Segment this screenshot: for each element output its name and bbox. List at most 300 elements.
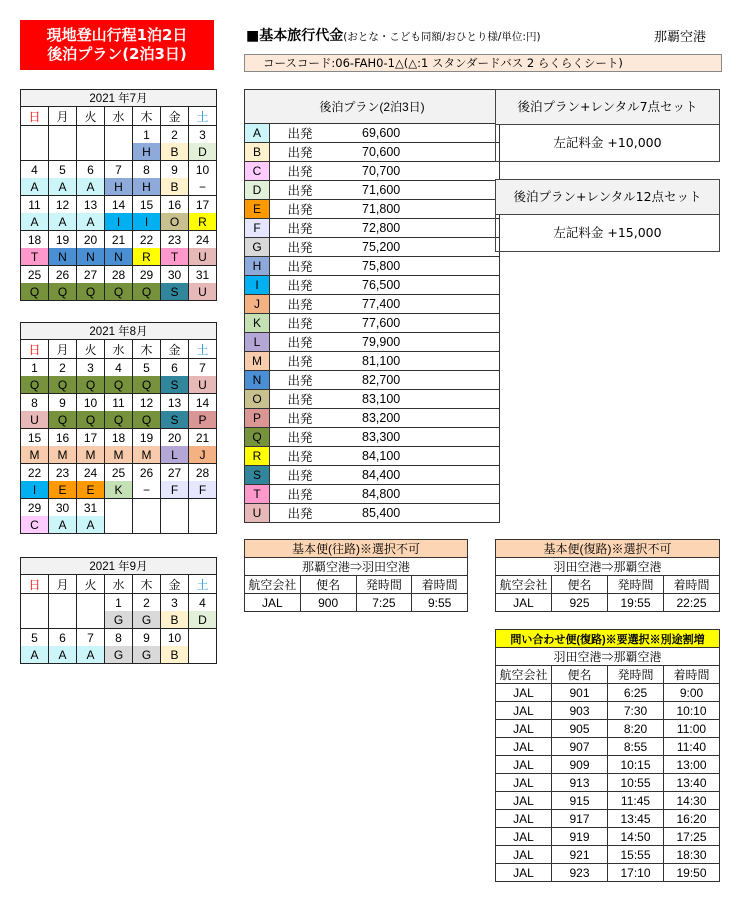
calendar-price-code: K bbox=[105, 481, 133, 499]
calendar-price-code: A bbox=[77, 178, 105, 196]
calendar-price-code bbox=[161, 516, 189, 534]
calendar-date bbox=[105, 126, 133, 144]
flight-route-row bbox=[496, 558, 720, 576]
calendar-price-code: G bbox=[105, 611, 133, 629]
price-amount: 83,200 bbox=[330, 409, 500, 428]
calendar-title: 2021 年9月 bbox=[21, 558, 217, 575]
flight-row bbox=[496, 846, 720, 864]
flight-route: 那覇空港⇒羽田空港 bbox=[245, 558, 468, 576]
price-row bbox=[245, 295, 500, 314]
price-row bbox=[245, 238, 500, 257]
calendar-date: 28 bbox=[189, 464, 217, 482]
price-amount: 83,300 bbox=[330, 428, 500, 447]
optional-return-flight-table bbox=[495, 629, 720, 882]
rental-7-set bbox=[495, 89, 720, 162]
calendar-price-code: D bbox=[189, 143, 217, 161]
calendar-date: 4 bbox=[105, 359, 133, 377]
flight-column-header: 航空会社 bbox=[496, 576, 552, 594]
calendar-date: 26 bbox=[49, 266, 77, 284]
flight-column-header: 発時間 bbox=[608, 576, 664, 594]
price-row bbox=[245, 466, 500, 485]
price-code: I bbox=[245, 276, 270, 295]
weekday-header: 木 bbox=[133, 575, 161, 594]
flight-column-header: 着時間 bbox=[664, 666, 720, 684]
flight-cell: 19:55 bbox=[608, 594, 664, 612]
price-code: R bbox=[245, 447, 270, 466]
calendar-date bbox=[105, 499, 133, 517]
price-amount: 84,400 bbox=[330, 466, 500, 485]
calendar-date: 22 bbox=[133, 231, 161, 249]
calendar-date: 5 bbox=[133, 359, 161, 377]
rental-12-value: 左記料金 +15,000 bbox=[553, 225, 662, 240]
weekday-row bbox=[21, 575, 217, 594]
calendar-price-code: F bbox=[189, 481, 217, 499]
flight-row bbox=[496, 738, 720, 756]
calendar-price-code bbox=[21, 143, 49, 161]
departure-label: 出発 bbox=[270, 143, 331, 162]
flight-column-header: 便名 bbox=[552, 576, 608, 594]
flight-route-row bbox=[496, 648, 720, 666]
calendar-date bbox=[21, 594, 49, 612]
calendar-price-code: Q bbox=[49, 283, 77, 301]
calendar-date: 15 bbox=[133, 196, 161, 214]
calendar-date: 18 bbox=[105, 429, 133, 447]
calendar-code-row bbox=[21, 646, 217, 664]
calendar-date: 27 bbox=[161, 464, 189, 482]
price-table bbox=[244, 89, 500, 523]
calendar-code-row bbox=[21, 178, 217, 196]
calendar-date-row bbox=[21, 594, 217, 612]
weekday-header: 日 bbox=[21, 340, 49, 359]
price-amount: 83,100 bbox=[330, 390, 500, 409]
flight-cell: 14:50 bbox=[608, 828, 664, 846]
calendar-price-code bbox=[77, 611, 105, 629]
calendar-price-code: N bbox=[105, 248, 133, 266]
calendar-date-row bbox=[21, 196, 217, 214]
calendar-date: 22 bbox=[21, 464, 49, 482]
price-amount: 71,800 bbox=[330, 200, 500, 219]
departure-label: 出発 bbox=[270, 200, 331, 219]
course-code: コースコード:06-FAH0-1△(△:1 スタンダードバス 2 らくらくシート) bbox=[244, 54, 722, 72]
departure-label: 出発 bbox=[270, 466, 331, 485]
price-code: G bbox=[245, 238, 270, 257]
calendar-price-code: H bbox=[133, 143, 161, 161]
calendar-date: 11 bbox=[21, 196, 49, 214]
calendar-price-code: A bbox=[21, 646, 49, 664]
weekday-header: 金 bbox=[161, 340, 189, 359]
calendar-date: 3 bbox=[77, 359, 105, 377]
calendar-date: 14 bbox=[105, 196, 133, 214]
flight-column-header: 発時間 bbox=[608, 666, 664, 684]
calendar-date: 1 bbox=[21, 359, 49, 377]
flight-cell: 921 bbox=[552, 846, 608, 864]
calendar-price-code: I bbox=[105, 213, 133, 231]
calendar-price-code: Q bbox=[49, 376, 77, 394]
calendar-code-row bbox=[21, 248, 217, 266]
price-amount: 77,600 bbox=[330, 314, 500, 333]
flight-cell: 905 bbox=[552, 720, 608, 738]
calendar-july bbox=[20, 89, 217, 301]
calendar-date: 6 bbox=[161, 359, 189, 377]
calendar-price-code: D bbox=[189, 611, 217, 629]
calendar-date: 8 bbox=[133, 161, 161, 179]
calendar-date: 7 bbox=[105, 161, 133, 179]
calendar-price-code: S bbox=[161, 376, 189, 394]
calendar-date: 19 bbox=[49, 231, 77, 249]
calendar-code-row bbox=[21, 411, 217, 429]
calendar-date: 2 bbox=[161, 126, 189, 144]
calendar-date: 23 bbox=[161, 231, 189, 249]
calendar-price-code: A bbox=[21, 178, 49, 196]
calendar-price-code: Q bbox=[77, 283, 105, 301]
calendar-date bbox=[133, 499, 161, 517]
weekday-header: 火 bbox=[77, 340, 105, 359]
departure-label: 出発 bbox=[270, 257, 331, 276]
flight-cell: JAL bbox=[245, 594, 301, 612]
flight-table-header-row bbox=[245, 540, 468, 558]
flight-row bbox=[245, 594, 468, 612]
flight-route: 羽田空港⇒那覇空港 bbox=[496, 558, 720, 576]
flight-row bbox=[496, 684, 720, 702]
calendar-date bbox=[189, 499, 217, 517]
flight-cell: 8:20 bbox=[608, 720, 664, 738]
departure-label: 出発 bbox=[270, 219, 331, 238]
calendar-date-row bbox=[21, 231, 217, 249]
flight-column-header: 航空会社 bbox=[245, 576, 301, 594]
calendar-price-code bbox=[189, 516, 217, 534]
price-amount: 70,600 bbox=[330, 143, 500, 162]
weekday-header: 土 bbox=[189, 107, 217, 126]
price-amount: 85,400 bbox=[330, 504, 500, 523]
weekday-header: 金 bbox=[161, 575, 189, 594]
calendar-date: 3 bbox=[189, 126, 217, 144]
airport-label: 那覇空港 bbox=[654, 30, 707, 45]
calendar-price-code: Q bbox=[49, 411, 77, 429]
price-heading-main: ■基本旅行代金 bbox=[246, 28, 344, 44]
rental-7-value: 左記料金 +10,000 bbox=[553, 135, 662, 150]
calendar-price-code: S bbox=[161, 283, 189, 301]
calendar-date: 26 bbox=[133, 464, 161, 482]
price-table-title: 後泊プラン(2泊3日) bbox=[245, 90, 500, 124]
calendar-date-row bbox=[21, 126, 217, 144]
flight-column-header: 着時間 bbox=[664, 576, 720, 594]
flight-cell: JAL bbox=[496, 792, 552, 810]
departure-label: 出発 bbox=[270, 447, 331, 466]
calendar-date: 9 bbox=[49, 394, 77, 412]
flight-cell: 913 bbox=[552, 774, 608, 792]
price-row bbox=[245, 371, 500, 390]
flight-column-header: 航空会社 bbox=[496, 666, 552, 684]
price-row bbox=[245, 314, 500, 333]
rental-7-title: 後泊プラン+レンタル7点セット bbox=[496, 90, 719, 125]
calendar-date: 31 bbox=[189, 266, 217, 284]
price-row bbox=[245, 257, 500, 276]
flight-cell: JAL bbox=[496, 828, 552, 846]
calendar-price-code: P bbox=[189, 411, 217, 429]
price-code: T bbox=[245, 485, 270, 504]
calendar-price-code: A bbox=[49, 516, 77, 534]
flight-table-header-row bbox=[496, 540, 720, 558]
calendar-date: 6 bbox=[77, 161, 105, 179]
calendar-price-code bbox=[133, 516, 161, 534]
price-row bbox=[245, 390, 500, 409]
departure-label: 出発 bbox=[270, 295, 331, 314]
price-row bbox=[245, 428, 500, 447]
weekday-row bbox=[21, 340, 217, 359]
calendar-price-code: Q bbox=[133, 283, 161, 301]
calendar-title-row bbox=[21, 558, 217, 575]
weekday-header: 日 bbox=[21, 575, 49, 594]
departure-label: 出発 bbox=[270, 504, 331, 523]
calendar-date: 20 bbox=[161, 429, 189, 447]
departure-label: 出発 bbox=[270, 428, 331, 447]
price-amount: 82,700 bbox=[330, 371, 500, 390]
calendar-date: 5 bbox=[21, 629, 49, 647]
calendar-price-code: M bbox=[49, 446, 77, 464]
calendar-date: 23 bbox=[49, 464, 77, 482]
price-amount: 71,600 bbox=[330, 181, 500, 200]
weekday-header: 土 bbox=[189, 340, 217, 359]
price-code: K bbox=[245, 314, 270, 333]
price-heading bbox=[246, 25, 541, 45]
calendar-date: 7 bbox=[77, 629, 105, 647]
calendar-price-code: Q bbox=[133, 376, 161, 394]
calendar-price-code: A bbox=[77, 516, 105, 534]
calendar-price-code: E bbox=[49, 481, 77, 499]
weekday-header: 水 bbox=[105, 575, 133, 594]
calendar-code-row bbox=[21, 516, 217, 534]
calendar-price-code: M bbox=[105, 446, 133, 464]
price-amount: 77,400 bbox=[330, 295, 500, 314]
calendar-code-row bbox=[21, 143, 217, 161]
calendar-code-row bbox=[21, 446, 217, 464]
weekday-header: 火 bbox=[77, 107, 105, 126]
calendar-price-code: A bbox=[77, 213, 105, 231]
calendar-price-code: A bbox=[49, 213, 77, 231]
calendar-date: 19 bbox=[133, 429, 161, 447]
calendar-price-code: M bbox=[77, 446, 105, 464]
calendar-price-code: R bbox=[189, 213, 217, 231]
flight-cell: 915 bbox=[552, 792, 608, 810]
flight-cell: 901 bbox=[552, 684, 608, 702]
calendar-date: 13 bbox=[161, 394, 189, 412]
price-code: Q bbox=[245, 428, 270, 447]
calendar-date bbox=[77, 126, 105, 144]
flight-table-header: 基本便(往路)※選択不可 bbox=[245, 540, 468, 558]
outbound-flight-table bbox=[244, 539, 468, 612]
calendar-price-code: Q bbox=[105, 376, 133, 394]
calendar-date: 31 bbox=[77, 499, 105, 517]
calendar-price-code: O bbox=[161, 213, 189, 231]
calendar-date: 8 bbox=[21, 394, 49, 412]
flight-cell: 8:55 bbox=[608, 738, 664, 756]
calendar-date-row bbox=[21, 266, 217, 284]
price-code: C bbox=[245, 162, 270, 181]
flight-row bbox=[496, 864, 720, 882]
calendar-price-code: Q bbox=[21, 283, 49, 301]
calendar-price-code bbox=[49, 143, 77, 161]
price-code: B bbox=[245, 143, 270, 162]
calendar-title: 2021 年8月 bbox=[21, 323, 217, 340]
calendar-price-code: T bbox=[21, 248, 49, 266]
flight-row bbox=[496, 594, 720, 612]
price-code: U bbox=[245, 504, 270, 523]
flight-column-header: 着時間 bbox=[412, 576, 468, 594]
flight-cell: JAL bbox=[496, 702, 552, 720]
calendar-date: 27 bbox=[77, 266, 105, 284]
calendar-price-code: A bbox=[49, 178, 77, 196]
calendar-code-row bbox=[21, 213, 217, 231]
departure-label: 出発 bbox=[270, 238, 331, 257]
calendar-price-code: C bbox=[21, 516, 49, 534]
calendar-price-code: G bbox=[105, 646, 133, 664]
flight-columns-row bbox=[245, 576, 468, 594]
flight-cell: 13:40 bbox=[664, 774, 720, 792]
flight-cell: 10:55 bbox=[608, 774, 664, 792]
departure-label: 出発 bbox=[270, 371, 331, 390]
weekday-header: 木 bbox=[133, 107, 161, 126]
flight-cell: JAL bbox=[496, 720, 552, 738]
calendar-date: 30 bbox=[49, 499, 77, 517]
price-amount: 84,100 bbox=[330, 447, 500, 466]
calendar-date: 9 bbox=[161, 161, 189, 179]
calendar-date: 12 bbox=[133, 394, 161, 412]
flight-row bbox=[496, 720, 720, 738]
calendar-date: 3 bbox=[161, 594, 189, 612]
flight-column-header: 便名 bbox=[300, 576, 356, 594]
calendar-price-code: B bbox=[161, 611, 189, 629]
calendar-date-row bbox=[21, 499, 217, 517]
flight-cell: 925 bbox=[552, 594, 608, 612]
calendar-date: 1 bbox=[133, 126, 161, 144]
calendar-date-row bbox=[21, 629, 217, 647]
calendar-price-code: − bbox=[133, 481, 161, 499]
price-row bbox=[245, 143, 500, 162]
price-code: F bbox=[245, 219, 270, 238]
price-code: P bbox=[245, 409, 270, 428]
calendar-date: 21 bbox=[105, 231, 133, 249]
departure-label: 出発 bbox=[270, 485, 331, 504]
flight-cell: 16:20 bbox=[664, 810, 720, 828]
flight-cell: JAL bbox=[496, 774, 552, 792]
return-flight-table bbox=[495, 539, 720, 612]
flight-columns-row bbox=[496, 666, 720, 684]
weekday-header: 月 bbox=[49, 107, 77, 126]
flight-route-row bbox=[245, 558, 468, 576]
calendar-date: 4 bbox=[21, 161, 49, 179]
calendar-price-code: I bbox=[133, 213, 161, 231]
flight-cell: JAL bbox=[496, 738, 552, 756]
flight-cell: 9:55 bbox=[412, 594, 468, 612]
weekday-header: 金 bbox=[161, 107, 189, 126]
flight-cell: 11:40 bbox=[664, 738, 720, 756]
flight-table-header: 基本便(復路)※選択不可 bbox=[496, 540, 720, 558]
title-line-2: 後泊プラン(2泊3日) bbox=[47, 45, 187, 63]
price-row bbox=[245, 276, 500, 295]
flight-cell: 10:10 bbox=[664, 702, 720, 720]
flight-column-header: 発時間 bbox=[356, 576, 412, 594]
flight-cell: 11:45 bbox=[608, 792, 664, 810]
flight-cell: 7:25 bbox=[356, 594, 412, 612]
flight-row bbox=[496, 756, 720, 774]
calendar-title: 2021 年7月 bbox=[21, 90, 217, 107]
calendar-price-code: G bbox=[133, 611, 161, 629]
price-row bbox=[245, 219, 500, 238]
price-code: A bbox=[245, 124, 270, 143]
calendar-date: 10 bbox=[77, 394, 105, 412]
calendar-date: 1 bbox=[105, 594, 133, 612]
price-code: L bbox=[245, 333, 270, 352]
rental-12-title: 後泊プラン+レンタル12点セット bbox=[496, 180, 719, 215]
departure-label: 出発 bbox=[270, 181, 331, 200]
calendar-price-code: Q bbox=[77, 411, 105, 429]
flight-cell: 19:50 bbox=[664, 864, 720, 882]
weekday-row bbox=[21, 107, 217, 126]
price-row bbox=[245, 409, 500, 428]
calendar-price-code: R bbox=[133, 248, 161, 266]
calendar-date: 14 bbox=[189, 394, 217, 412]
calendar-date bbox=[49, 594, 77, 612]
flight-cell: JAL bbox=[496, 756, 552, 774]
calendar-price-code: A bbox=[21, 213, 49, 231]
weekday-header: 月 bbox=[49, 340, 77, 359]
calendar-price-code: B bbox=[161, 646, 189, 664]
calendar-price-code: Q bbox=[105, 283, 133, 301]
weekday-header: 土 bbox=[189, 575, 217, 594]
flight-route: 羽田空港⇒那覇空港 bbox=[496, 648, 720, 666]
flight-row bbox=[496, 828, 720, 846]
calendar-date: 25 bbox=[21, 266, 49, 284]
calendar-price-code: U bbox=[189, 283, 217, 301]
calendar-august bbox=[20, 322, 217, 534]
calendar-date bbox=[77, 594, 105, 612]
flight-cell: 909 bbox=[552, 756, 608, 774]
calendar-price-code: I bbox=[21, 481, 49, 499]
calendar-code-row bbox=[21, 481, 217, 499]
price-amount: 79,900 bbox=[330, 333, 500, 352]
calendar-date: 29 bbox=[133, 266, 161, 284]
price-row bbox=[245, 352, 500, 371]
rental-12-set bbox=[495, 179, 720, 252]
price-heading-sub: (おとな・こども同額/おひとり様/単位:円) bbox=[343, 31, 541, 43]
price-row bbox=[245, 447, 500, 466]
calendar-price-code: M bbox=[133, 446, 161, 464]
calendar-date: 9 bbox=[133, 629, 161, 647]
flight-cell: 15:55 bbox=[608, 846, 664, 864]
price-row bbox=[245, 181, 500, 200]
calendar-date-row bbox=[21, 359, 217, 377]
flight-cell: 11:00 bbox=[664, 720, 720, 738]
calendar-price-code: G bbox=[133, 646, 161, 664]
calendar-code-row bbox=[21, 611, 217, 629]
calendar-date: 18 bbox=[21, 231, 49, 249]
calendar-date: 30 bbox=[161, 266, 189, 284]
price-amount: 69,600 bbox=[330, 124, 500, 143]
departure-label: 出発 bbox=[270, 390, 331, 409]
price-code: O bbox=[245, 390, 270, 409]
price-amount: 70,700 bbox=[330, 162, 500, 181]
flight-cell: 10:15 bbox=[608, 756, 664, 774]
calendar-date-row bbox=[21, 429, 217, 447]
weekday-header: 木 bbox=[133, 340, 161, 359]
price-amount: 84,800 bbox=[330, 485, 500, 504]
price-amount: 76,500 bbox=[330, 276, 500, 295]
flight-table-header: 問い合わせ便(復路)※要選択※別途割増 bbox=[496, 630, 720, 648]
calendar-date: 7 bbox=[189, 359, 217, 377]
price-code: J bbox=[245, 295, 270, 314]
price-row bbox=[245, 485, 500, 504]
flight-cell: JAL bbox=[496, 810, 552, 828]
